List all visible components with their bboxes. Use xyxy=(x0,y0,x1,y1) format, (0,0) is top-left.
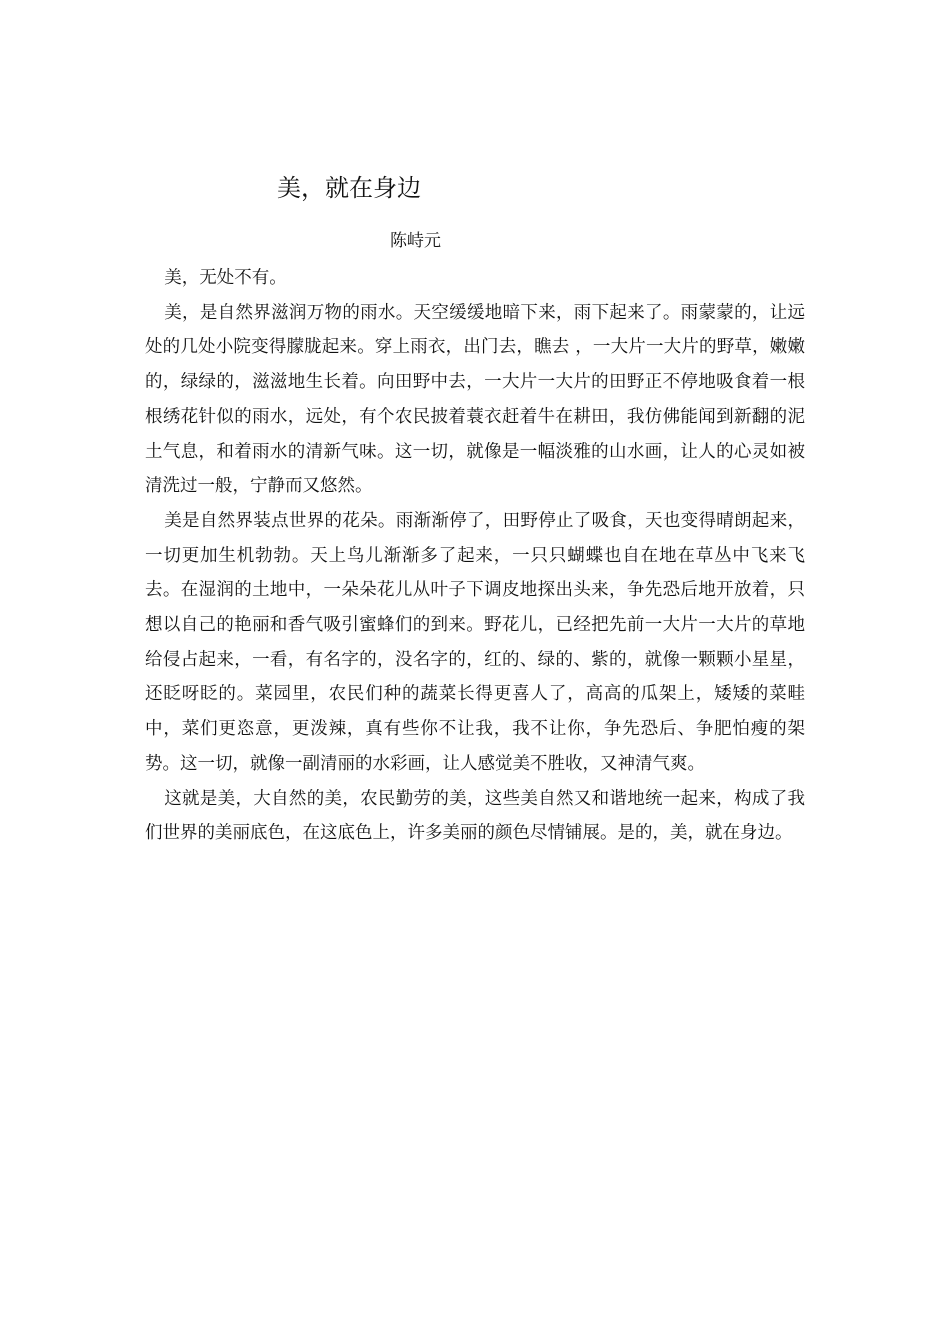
essay-title: 美，就在身边 xyxy=(277,174,421,202)
paragraph: 美是自然界装点世界的花朵。雨渐渐停了，田野停止了吸食，天也变得晴朗起来，一切更加生机勃勃。天上鸟儿渐渐多了起来，一只只蝴蝶也自在地在草丛中飞来飞去。在湿润的土地中，一朵朵花儿从叶子下调皮地探出头来，争先恐后地开放着，只想以自己的艳丽和香气吸引蜜蜂们的到来。野花儿，已经把先前一大片一大片的草地给侵占起来，一看，有名字的，没名字的，红的、绿的、紫的，就像一颗颗小星星，还眨呀眨的。菜园里，农民们种的蔬菜长得更喜人了，高高的瓜架上，矮矮的菜畦中，菜们更恣意，更泼辣，真有些你不让我，我不让你，争先恐后、争肥怕瘦的架势。这一切，就像一副清丽的水彩画，让人感觉美不胜收，又神清气爽。 xyxy=(145,510,805,774)
paragraph: 这就是美，大自然的美，农民勤劳的美，这些美自然又和谐地统一起来，构成了我们世界的美丽底色，在这底色上，许多美丽的颜色尽情铺展。是的，美，就在身边。 xyxy=(145,788,805,844)
author-name: 陈峙元 xyxy=(390,231,441,251)
paragraph: 美，无处不有。 xyxy=(164,268,287,288)
paragraph: 美，是自然界滋润万物的雨水。天空缓缓地暗下来，雨下起来了。雨蒙蒙的，让远处的几处小院变得朦胧起来。穿上雨衣，出门去，瞧去 ，一大片一大片的野草，嫩嫩的，绿绿的，滋滋地生长着。向田野中去，一大片一大片的田野正不停地吸食着一根根绣花针似的雨水，远处，有个农民披着蓑衣赶着牛在耕田，我仿佛能闻到新翻的泥土气息，和着雨水的清新气味。这一切，就像是一幅淡雅的山水画，让人的心灵如被清洗过一般，宁静而又悠然。 xyxy=(145,302,805,497)
essay-body xyxy=(145,261,805,851)
